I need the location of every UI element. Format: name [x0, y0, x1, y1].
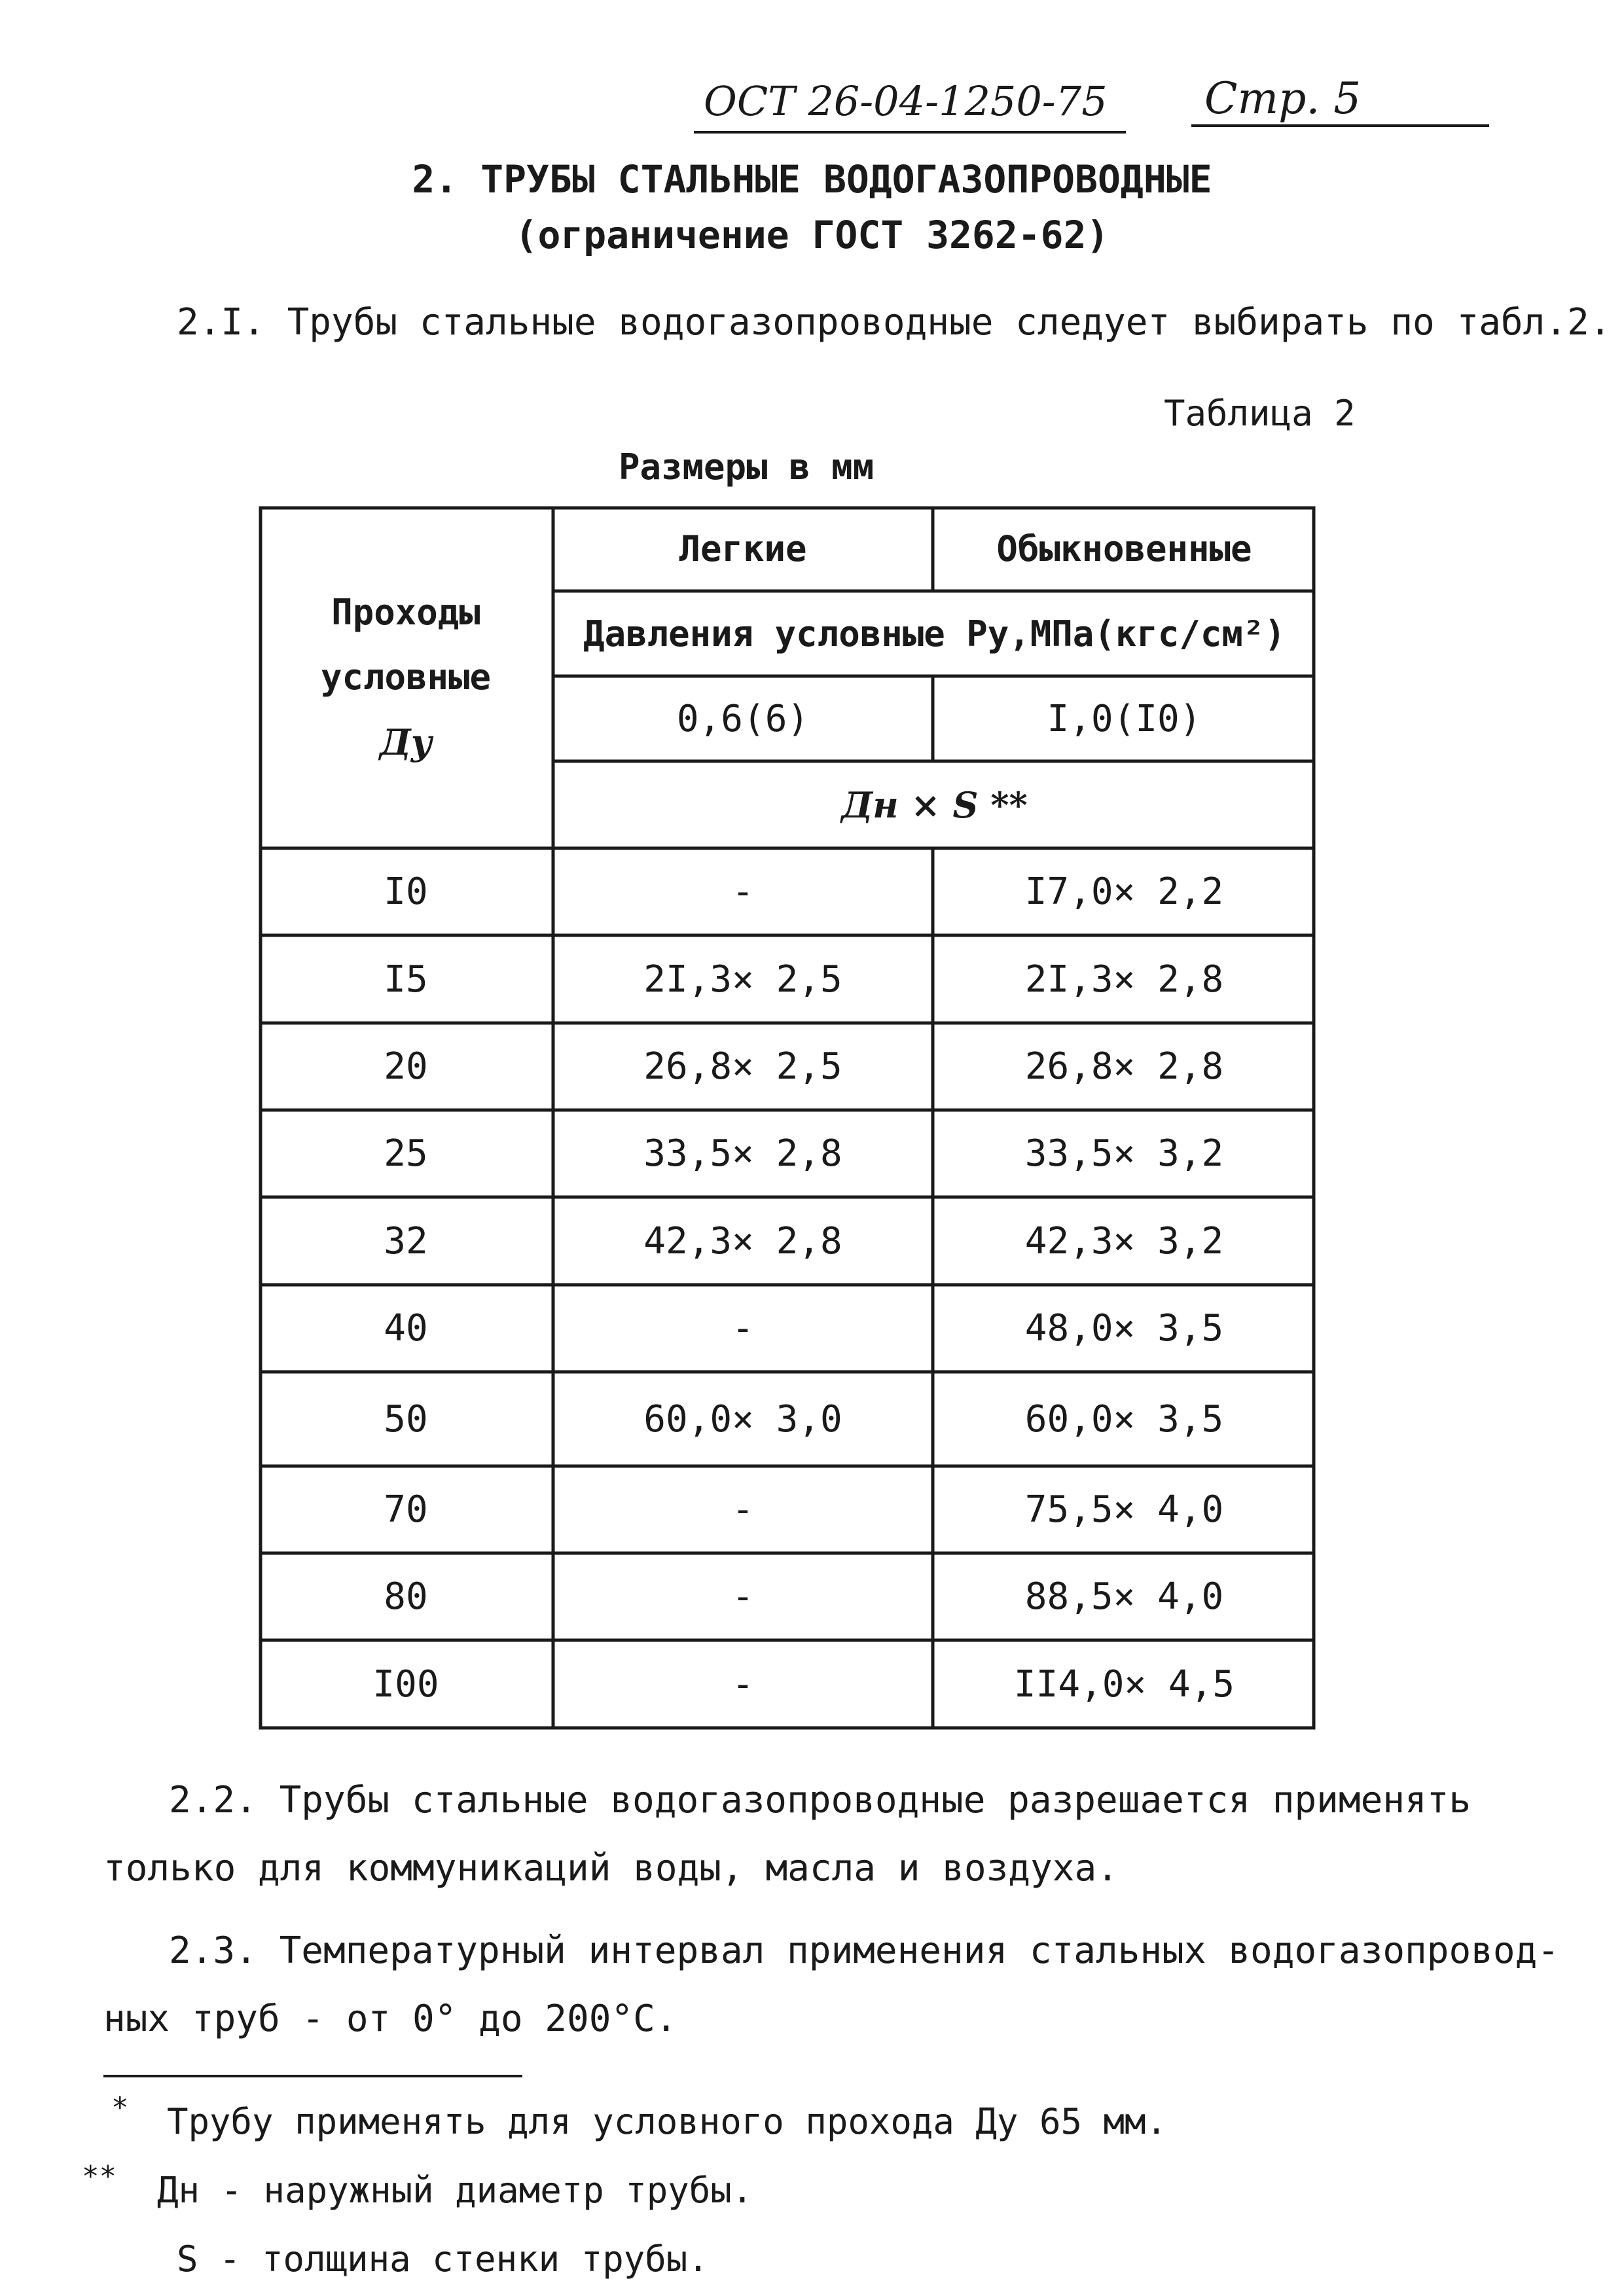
- table-cell-light: -: [732, 1488, 754, 1531]
- table-cell-light: 60,0× 3,0: [643, 1397, 842, 1441]
- table-units: Размеры в мм: [619, 446, 875, 488]
- section-title: 2. ТРУБЫ СТАЛЬНЫЕ ВОДОГАЗОПРОВОДНЫЕ: [412, 157, 1212, 202]
- header-passage-line1: Проходы: [331, 591, 480, 633]
- table-cell-du: I00: [372, 1662, 439, 1706]
- pipe-dimensions-table: [259, 506, 1316, 1730]
- section-subtitle: (ограничение ГОСТ 3262-62): [514, 213, 1110, 257]
- footnote-2: Дн - наружный диаметр трубы.: [157, 2170, 753, 2211]
- table-cell-du: I0: [384, 870, 428, 913]
- table-cell-ordinary: 60,0× 3,5: [1024, 1397, 1224, 1441]
- header-pressure: Давления условные Ру,МПа(кгс/см²): [583, 613, 1286, 655]
- table-cell-ordinary: 75,5× 4,0: [1024, 1488, 1224, 1531]
- table-cell-light: -: [732, 1662, 754, 1706]
- header-light: Легкие: [679, 528, 807, 569]
- table-cell-light: -: [732, 1575, 754, 1618]
- table-cell-ordinary: 88,5× 4,0: [1024, 1575, 1224, 1618]
- paragraph-2-2-line2: только для коммуникаций воды, масла и воздуха.: [103, 1847, 1119, 1890]
- table-number: Таблица 2: [1164, 393, 1356, 434]
- table-cell-du: 25: [384, 1132, 428, 1175]
- header-light-pressure: 0,6(6): [676, 697, 810, 740]
- table-cell-du: 70: [384, 1488, 428, 1531]
- table-cell-light: -: [732, 1307, 754, 1350]
- header-ordinary-pressure: I,0(I0): [1047, 697, 1202, 740]
- footnote-mark-1: *: [111, 2091, 129, 2125]
- header-passage-line3: Ду: [379, 721, 433, 763]
- paragraph-2-3-line2: ных труб - от 0° до 200°С.: [103, 1998, 677, 2040]
- page-underline: [1191, 124, 1489, 127]
- header-underline: [694, 131, 1126, 134]
- footnote-mark-2: **: [82, 2160, 117, 2193]
- table-cell-du: I5: [384, 958, 428, 1001]
- footnote-3: S - толщина стенки трубы.: [177, 2238, 709, 2280]
- table-cell-ordinary: 48,0× 3,5: [1024, 1307, 1224, 1350]
- table-cell-du: 32: [384, 1219, 428, 1263]
- header-dimensions: Дн × S **: [841, 783, 1028, 826]
- table-cell-light: 42,3× 2,8: [643, 1219, 842, 1263]
- header-ordinary: Обыкновенные: [996, 528, 1252, 569]
- table-cell-light: -: [732, 870, 754, 913]
- paragraph-2-1: 2.I. Трубы стальные водогазопроводные следует выбирать по табл.2.: [177, 301, 1612, 344]
- page-number: Стр. 5: [1204, 73, 1362, 124]
- table-cell-du: 40: [384, 1307, 428, 1350]
- table-cell-ordinary: II4,0× 4,5: [1013, 1662, 1235, 1706]
- paragraph-2-2-line1: 2.2. Трубы стальные водогазопроводные разрешается применять: [169, 1779, 1471, 1821]
- header-passage: [259, 506, 553, 848]
- table-cell-ordinary: 2I,3× 2,8: [1024, 958, 1224, 1001]
- table-cell-ordinary: 33,5× 3,2: [1024, 1132, 1224, 1175]
- table-cell-light: 2I,3× 2,5: [643, 958, 842, 1001]
- table-cell-ordinary: 26,8× 2,8: [1024, 1045, 1224, 1088]
- table-cell-light: 26,8× 2,5: [643, 1045, 842, 1088]
- table-cell-du: 50: [384, 1397, 428, 1441]
- table-cell-du: 80: [384, 1575, 428, 1618]
- footnote-1: Трубу применять для условного прохода Ду 65 мм.: [167, 2101, 1168, 2142]
- table-cell-ordinary: 42,3× 3,2: [1024, 1219, 1224, 1263]
- table-cell-du: 20: [384, 1045, 428, 1088]
- footnote-rule: [103, 2075, 522, 2077]
- header-passage-line2: условные: [320, 656, 492, 698]
- document-code: ОСТ 26-04-1250-75: [704, 77, 1108, 125]
- table-cell-light: 33,5× 2,8: [643, 1132, 842, 1175]
- table-cell-ordinary: I7,0× 2,2: [1024, 870, 1224, 913]
- paragraph-2-3-line1: 2.3. Температурный интервал применения стальных водогазопровод-: [169, 1929, 1560, 1972]
